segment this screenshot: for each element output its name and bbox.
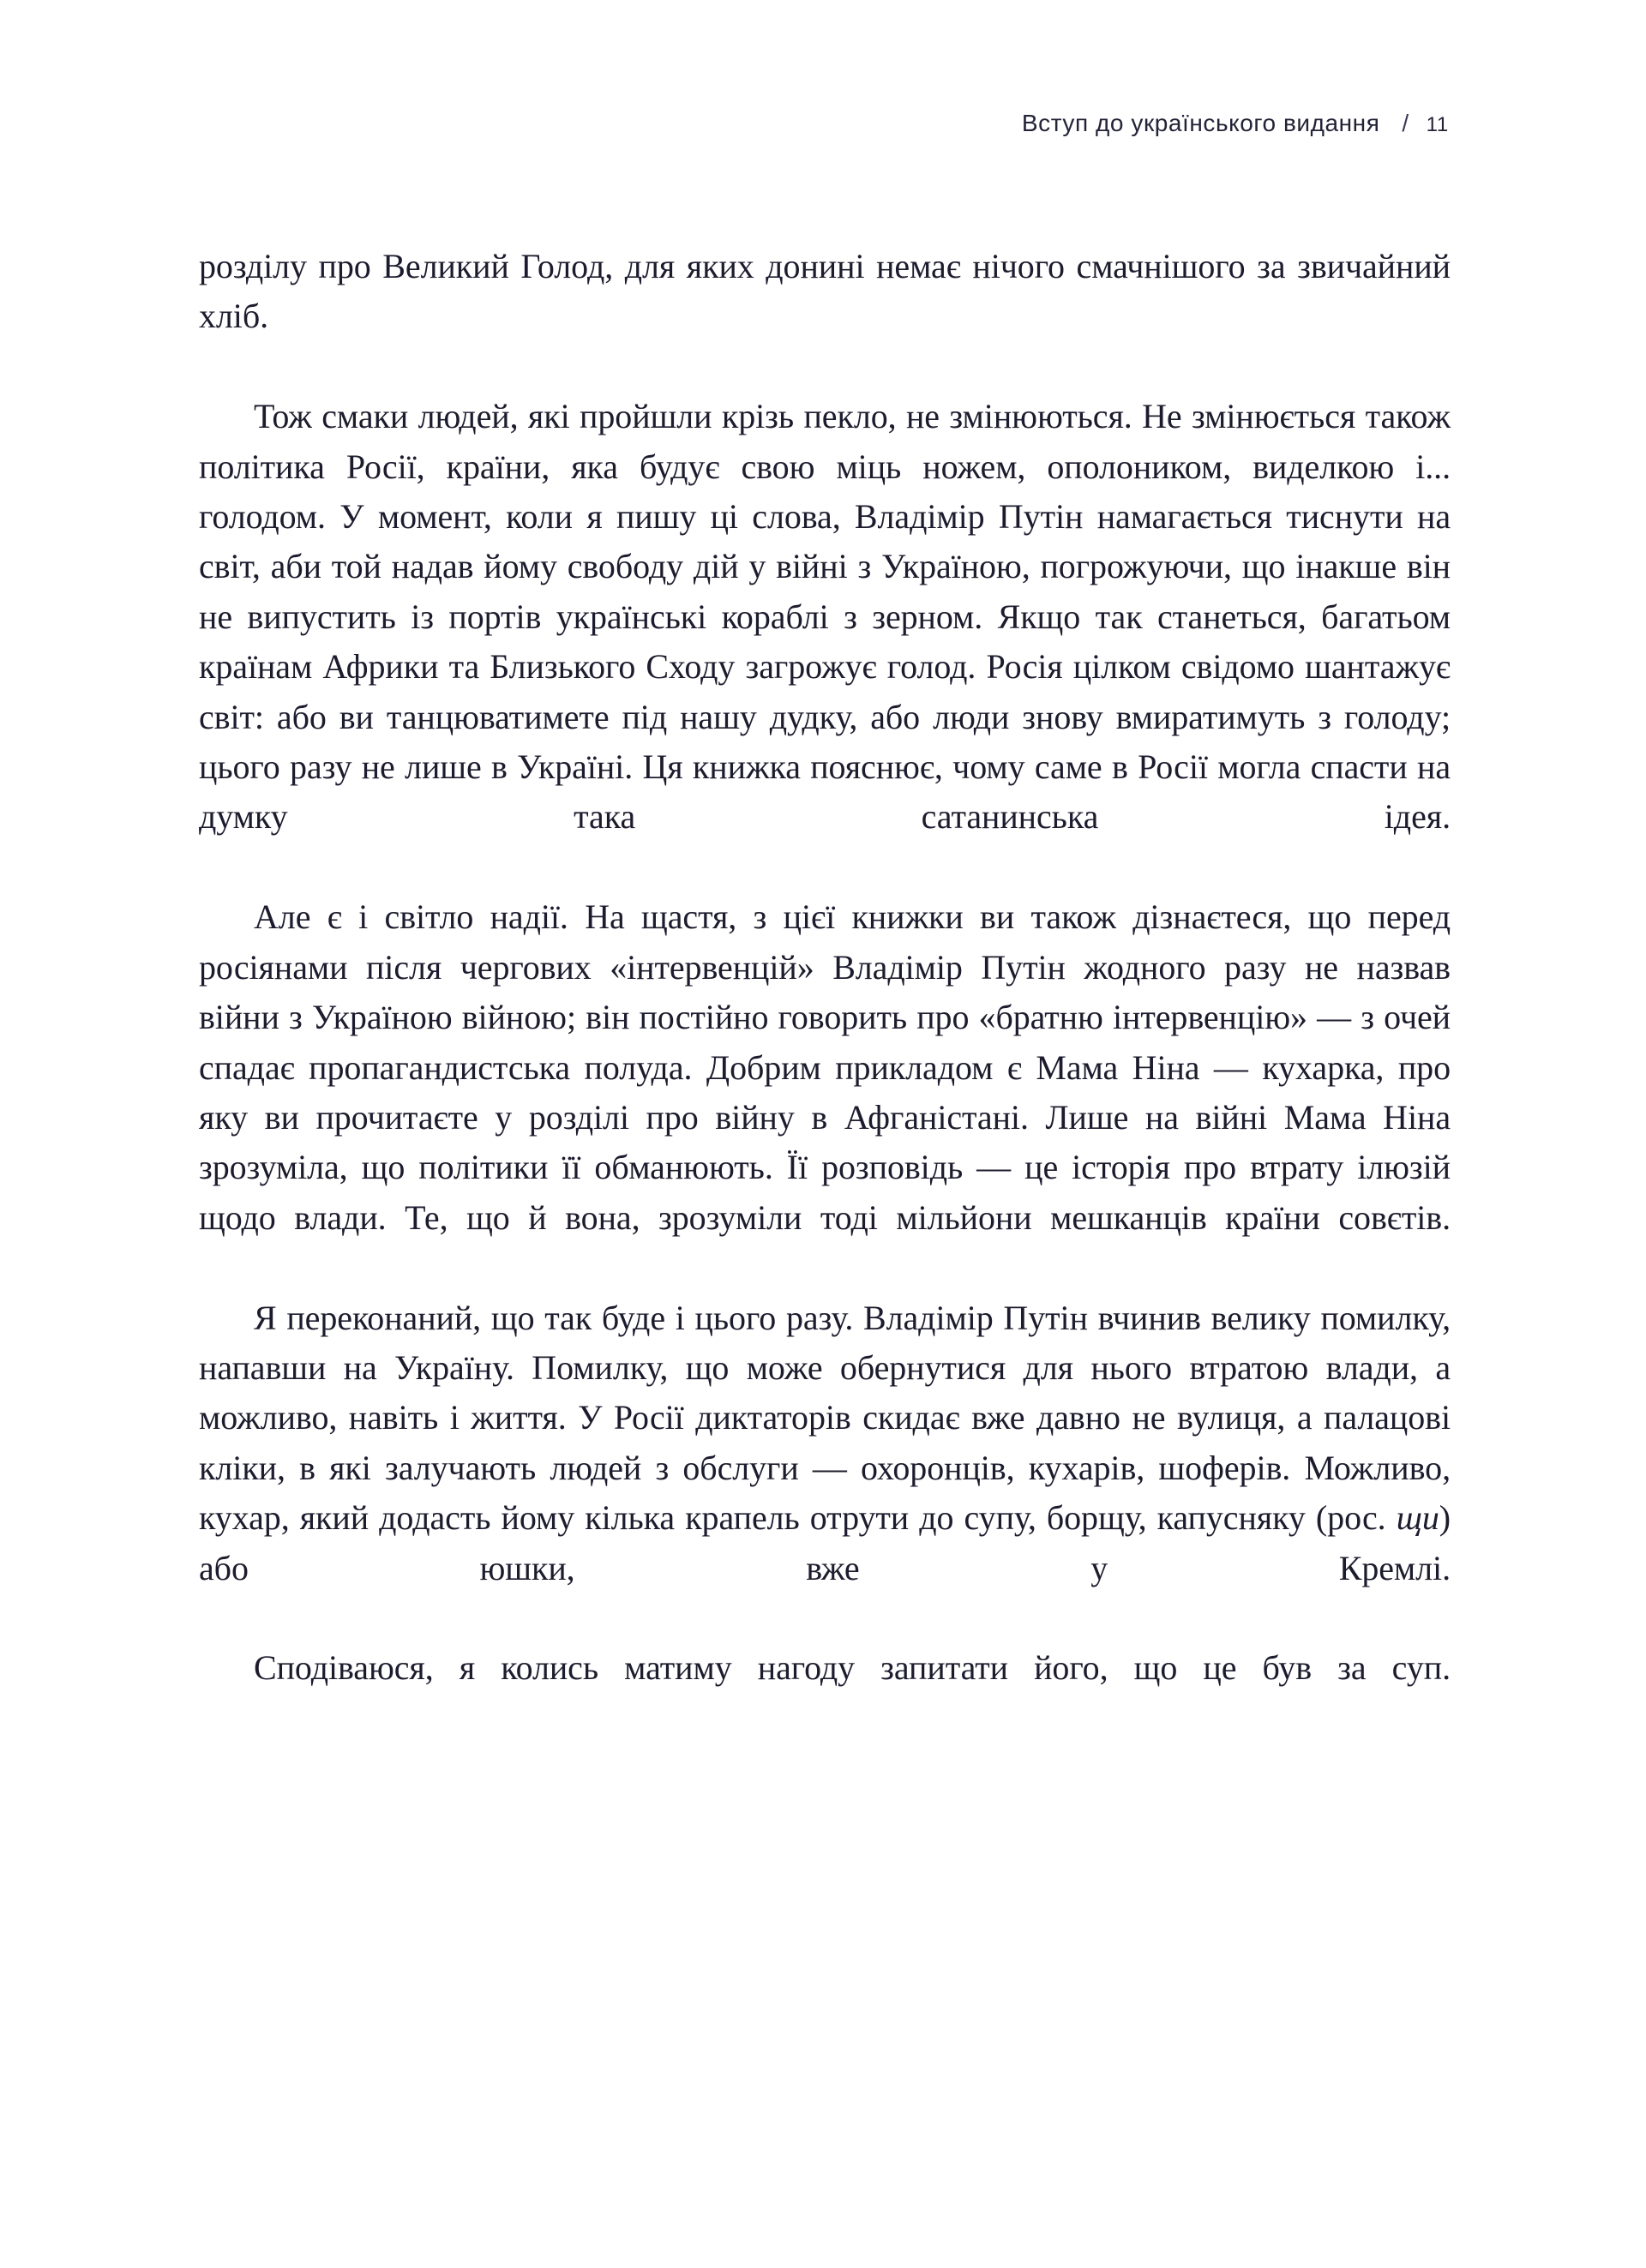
italic-russian-term: щи — [1396, 1498, 1439, 1538]
running-head-title: Вступ до українського видання — [1021, 110, 1380, 136]
paragraph-hope: Але є і світло надії. На щастя, з цієї книжки ви також дізнаєтеся, що перед росіянами після чергових «інтервенцій» Владімір Путін жодного разу не назвав війни з Україною війною; він постійно говорить про «братню інтервенцію» — з очей спадає пропагандистська полуда. Добрим прикладом є Мама Ніна — кухарка, про яку ви прочитаєте у розділі про війну в Афганістані. Лише на війні Мама Ніна зрозуміла, що політики її обманюють. Її розповідь — це історія про втрату ілюзій щодо влади. Те, що й вона, зрозуміли тоді мільйони мешканців країни совєтів. — [199, 897, 1451, 1237]
page-number: 11 — [1426, 113, 1449, 136]
paragraph-closing: Сподіваюся, я колись матиму нагоду запитати його, що це був за суп. — [254, 1648, 1451, 1688]
paragraph-conviction — [199, 1293, 1451, 1644]
paragraph-conviction-text-before: Я переконаний, що так буде і цього разу. Владімір Путін вчинив велику помилку, напавши на Україну. Помилку, що може обернутися для нього втратою влади, а можливо, навіть і життя. У Росії диктаторів скидає вже давно не вулиця, а палацові кліки, в які залучають людей з обслуги — охоронців, кухарів, шоферів. Можливо, кухар, який додасть йому кілька крапель отрути до супу, борщу, капусняку (рос. — [199, 1298, 1451, 1538]
running-head-separator: / — [1402, 110, 1409, 136]
paragraph-tastes: Тож смаки людей, які пройшли крізь пекло, не змінюються. Не змінюється також політика Росії, країни, яка будує свою міць ножем, ополоником, виделкою і... голодом. У момент, коли я пишу ці слова, Владімір Путін намагається тиснути на світ, аби той надав йому свободу дій у війні з Україною, погрожуючи, що інакше він не випустить із портів українські кораблі з зерном. Якщо так станеться, багатьом країнам Африки та Близького Сходу загрожує голод. Росія цілком свідомо шантажує світ: або ви танцюватимете під нашу дудку, або люди знову вмиратимуть з голоду; цього разу не лише в Україні. Ця книжка пояснює, чому саме в Росії могла спасти на думку така сатанинська ідея. — [199, 397, 1451, 837]
paragraph-continuation: розділу про Великий Голод, для яких донині немає нічого смачнішого за звичайний хліб. — [199, 247, 1451, 336]
body-text-block — [199, 242, 1451, 1743]
running-head — [199, 110, 1449, 137]
paragraph-conviction-text-after: ) або юшки, вже у Кремлі. — [199, 1498, 1451, 1587]
